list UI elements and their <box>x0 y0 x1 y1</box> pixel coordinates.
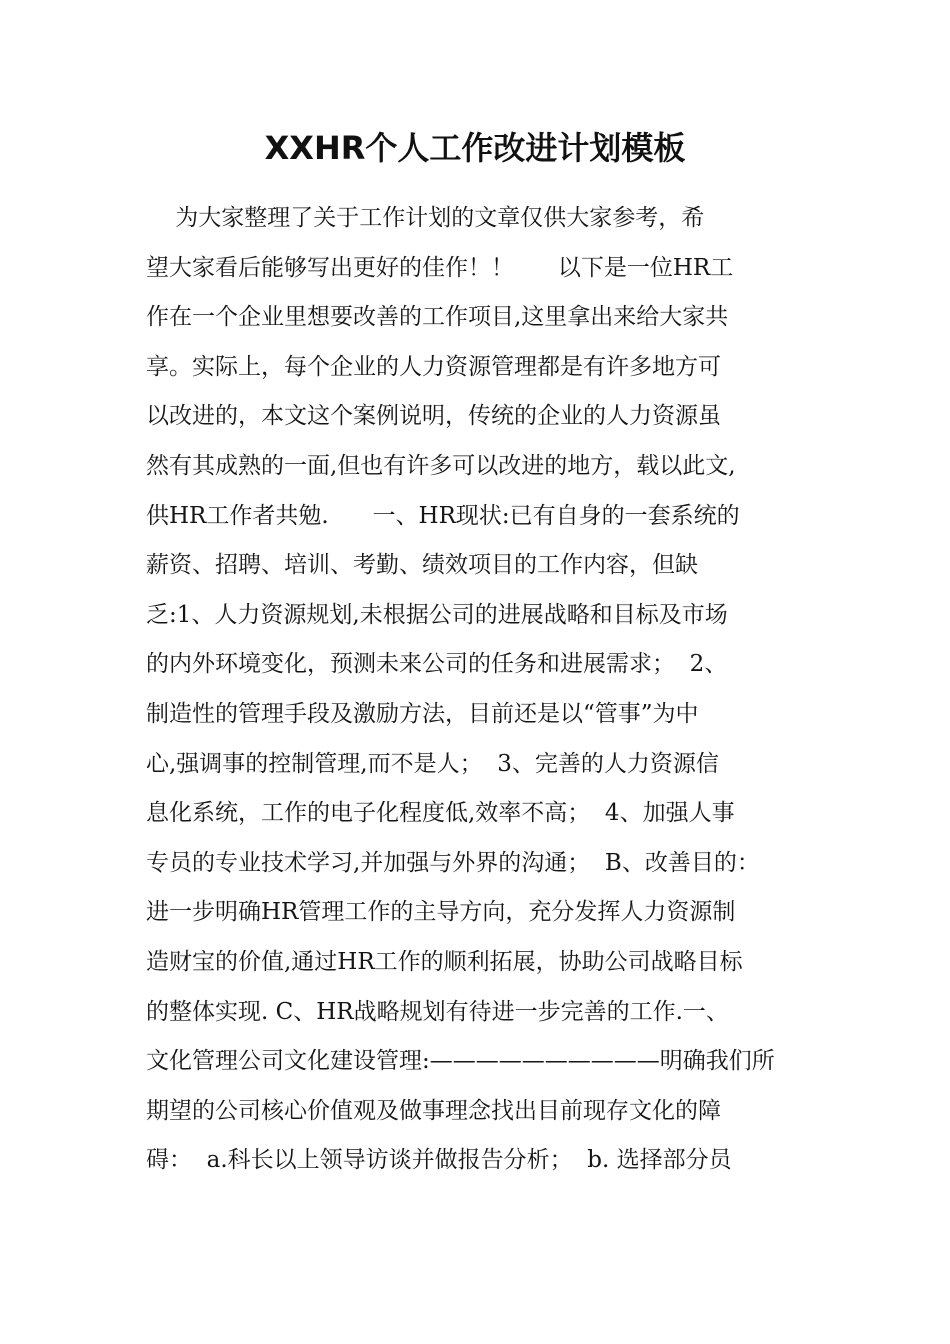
body-line: 作在一个企业里想要改善的工作项目,这里拿出来给大家共 <box>146 304 729 331</box>
body-line: 以改进的，本文这个案例说明，传统的企业的人力资源虽 <box>146 403 721 430</box>
body-line: 薪资、招聘、培训、考勤、绩效项目的工作内容，但缺 <box>146 552 698 579</box>
body-line: 文化管理公司文化建设管理:——————————明确我们所 <box>146 1048 775 1075</box>
body-line: 然有其成熟的一面,但也有许多可以改进的地方，载以此文, <box>146 452 736 479</box>
body-line: 制造性的管理手段及激励方法，目前还是以“管事”为中 <box>146 700 699 727</box>
body-line: 为大家整理了关于工作计划的文章仅供大家参考，希 <box>146 205 705 231</box>
body-line: 造财宝的价值,通过HR工作的顺利拓展，协助公司战略目标 <box>146 948 743 975</box>
document-title: XXHR个人工作改进计划模板 <box>264 129 686 167</box>
body-line: 期望的公司核心价值观及做事理念找出目前现存文化的障 <box>146 1097 721 1124</box>
body-line: 的内外环境变化，预测未来公司的任务和进展需求； 2、 <box>146 651 728 678</box>
document-body <box>146 194 818 1186</box>
body-line: 息化系统，工作的电子化程度低,效率不高； 4、加强人事 <box>146 800 735 827</box>
body-line: 的整体实现. C、HR战略规划有待进一步完善的工作.一、 <box>146 998 729 1025</box>
body-line: 乏:1、人力资源规划,未根据公司的进展战略和目标及市场 <box>146 601 728 628</box>
body-line: 望大家看后能够写出更好的佳作！！ 以下是一位HR工 <box>146 254 734 281</box>
body-line: 供HR工作者共勉. 一、HR现状:已有自身的一套系统的 <box>146 502 740 529</box>
body-line: 专员的专业技术学习,并加强与外界的沟通； B、改善目的： <box>146 849 760 876</box>
body-line: 碍： a.科长以上领导访谈并做报告分析； b. 选择部分员 <box>146 1147 732 1174</box>
body-line: 享。实际上，每个企业的人力资源管理都是有许多地方可 <box>146 353 721 380</box>
body-line: 进一步明确HR管理工作的主导方向，充分发挥人力资源制 <box>146 899 736 926</box>
body-line: 心,强调事的控制管理,而不是人； 3、完善的人力资源信 <box>146 750 719 777</box>
